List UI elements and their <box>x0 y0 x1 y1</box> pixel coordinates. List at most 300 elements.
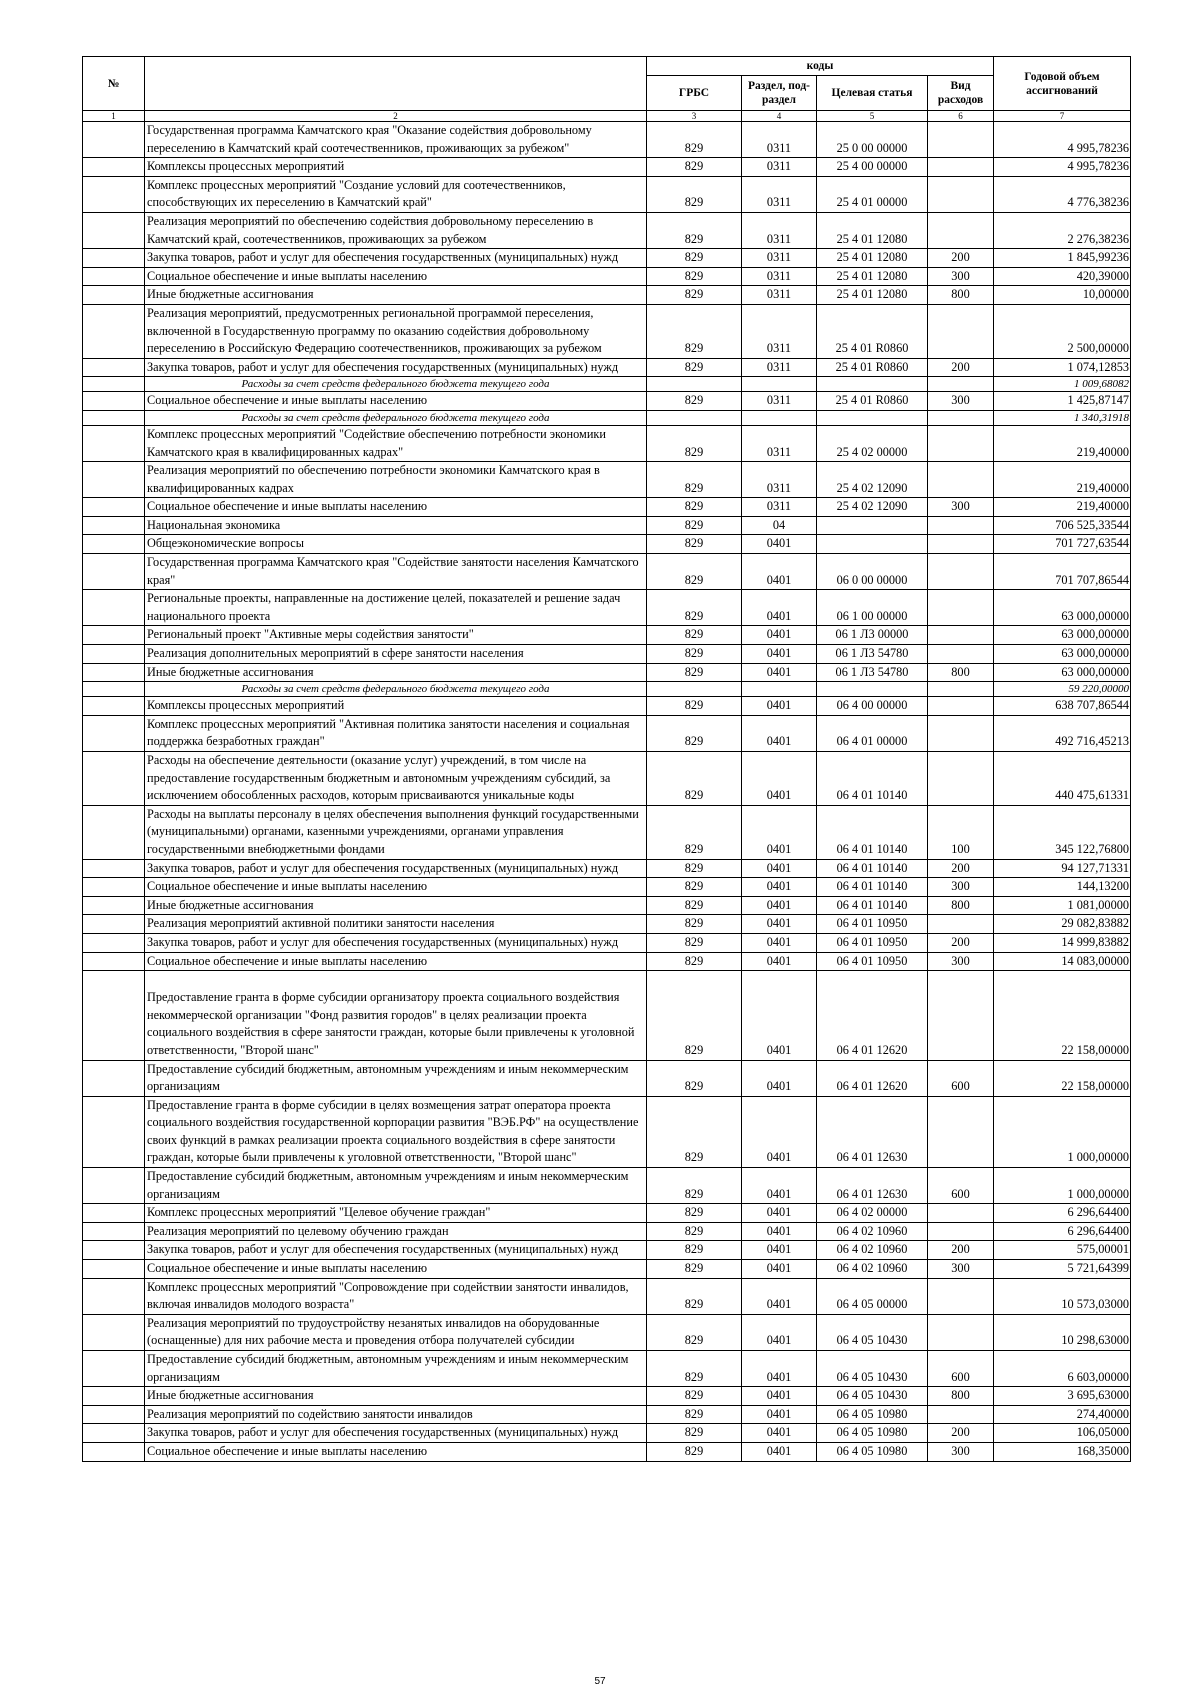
cell-name: Иные бюджетные ассигнования <box>145 896 647 915</box>
cell-name: Социальное обеспечение и иные выплаты населению <box>145 878 647 897</box>
cell-amount: 14 083,00000 <box>994 952 1131 971</box>
cell-grbs: 829 <box>647 1314 742 1350</box>
table-row <box>83 1096 1131 1167</box>
cell-name: Социальное обеспечение и иные выплаты населению <box>145 498 647 517</box>
cell-grbs: 829 <box>647 1222 742 1241</box>
cell-grbs: 829 <box>647 805 742 859</box>
cell-amount: 492 716,45213 <box>994 715 1131 751</box>
cell-name: Закупка товаров, работ и услуг для обеспечения государственных (муниципальных) нужд <box>145 1241 647 1260</box>
cell-grbs: 829 <box>647 915 742 934</box>
cell-vr <box>928 971 994 1060</box>
cell-name: Закупка товаров, работ и услуг для обеспечения государственных (муниципальных) нужд <box>145 249 647 268</box>
cell-num <box>83 286 145 305</box>
cell-grbs: 829 <box>647 590 742 626</box>
cell-amount: 63 000,00000 <box>994 645 1131 664</box>
cell-vr <box>928 425 994 461</box>
cell-cst: 25 4 01 R0860 <box>817 392 928 411</box>
cell-vr: 300 <box>928 498 994 517</box>
table-row <box>83 1387 1131 1406</box>
cell-razdel: 0401 <box>742 626 817 645</box>
cell-amount: 14 999,83882 <box>994 933 1131 952</box>
cell-amount: 94 127,71331 <box>994 859 1131 878</box>
cell-name: Предоставление гранта в форме субсидии в целях возмещения затрат оператора проекта социального воздействия государственной корпорации развития "ВЭБ.РФ" на осуществление своих функций в рамках реализации проекта социального воздействия в сфере занятости граждан, которые были привлечены к уголовной ответственности, "Второй шанс" <box>145 1096 647 1167</box>
cell-vr: 600 <box>928 1060 994 1096</box>
cell-razdel: 0311 <box>742 158 817 177</box>
cell-cst: 06 1 Л3 54780 <box>817 663 928 682</box>
cell-name: Комплексы процессных мероприятий <box>145 158 647 177</box>
cell-name: Общеэкономические вопросы <box>145 535 647 554</box>
cell-amount: 4 995,78236 <box>994 158 1131 177</box>
cell-grbs: 829 <box>647 1278 742 1314</box>
cell-vr <box>928 212 994 248</box>
cell-amount: 63 000,00000 <box>994 663 1131 682</box>
cell-vr <box>928 516 994 535</box>
cell-cst <box>817 682 928 697</box>
cell-razdel: 0401 <box>742 1278 817 1314</box>
cell-cst: 25 4 01 R0860 <box>817 358 928 377</box>
cell-cst: 25 4 02 12090 <box>817 498 928 517</box>
cell-cst: 25 4 00 00000 <box>817 158 928 177</box>
cell-cst: 25 4 02 00000 <box>817 425 928 461</box>
table-row <box>83 1314 1131 1350</box>
cell-name: Комплекс процессных мероприятий "Создание условий для соотечественников, способствующих их переселению в Камчатский край" <box>145 176 647 212</box>
cell-razdel: 0401 <box>742 1096 817 1167</box>
cell-grbs: 829 <box>647 249 742 268</box>
cell-razdel: 0401 <box>742 1351 817 1387</box>
cell-vr: 600 <box>928 1168 994 1204</box>
cell-amount: 6 296,64400 <box>994 1222 1131 1241</box>
cell-grbs: 829 <box>647 715 742 751</box>
cell-amount: 701 707,86544 <box>994 554 1131 590</box>
cell-amount: 63 000,00000 <box>994 590 1131 626</box>
cell-razdel: 0401 <box>742 1424 817 1443</box>
cell-cst: 06 1 00 00000 <box>817 590 928 626</box>
table-row <box>83 590 1131 626</box>
table-row <box>83 1204 1131 1223</box>
cell-cst: 06 4 05 10430 <box>817 1314 928 1350</box>
cell-num <box>83 682 145 697</box>
cell-vr <box>928 645 994 664</box>
cell-razdel: 0401 <box>742 645 817 664</box>
cell-vr <box>928 410 994 425</box>
cell-cst: 25 4 01 12080 <box>817 267 928 286</box>
cell-cst: 06 4 01 12620 <box>817 971 928 1060</box>
cell-cst <box>817 516 928 535</box>
cell-vr <box>928 377 994 392</box>
cell-razdel: 0311 <box>742 267 817 286</box>
cell-cst: 06 4 05 10430 <box>817 1351 928 1387</box>
cell-vr <box>928 1405 994 1424</box>
cell-vr <box>928 682 994 697</box>
cell-grbs: 829 <box>647 358 742 377</box>
cell-num <box>83 1387 145 1406</box>
cell-cst: 25 4 02 12090 <box>817 462 928 498</box>
cell-grbs: 829 <box>647 212 742 248</box>
table-row <box>83 626 1131 645</box>
column-number: 1 <box>83 111 145 122</box>
cell-num <box>83 535 145 554</box>
cell-amount: 274,40000 <box>994 1405 1131 1424</box>
cell-cst: 06 4 01 10950 <box>817 915 928 934</box>
cell-name: Региональный проект "Активные меры содействия занятости" <box>145 626 647 645</box>
cell-num <box>83 1278 145 1314</box>
cell-vr: 200 <box>928 859 994 878</box>
cell-razdel: 0401 <box>742 1405 817 1424</box>
cell-grbs: 829 <box>647 516 742 535</box>
cell-grbs <box>647 682 742 697</box>
cell-cst: 25 4 01 12080 <box>817 249 928 268</box>
cell-num <box>83 1351 145 1387</box>
cell-num <box>83 122 145 158</box>
cell-name: Социальное обеспечение и иные выплаты населению <box>145 267 647 286</box>
table-body <box>83 122 1131 1462</box>
cell-num <box>83 554 145 590</box>
cell-num <box>83 358 145 377</box>
table-row <box>83 645 1131 664</box>
header-vr: Вид расходов <box>928 76 994 111</box>
cell-grbs: 829 <box>647 697 742 716</box>
cell-razdel: 0401 <box>742 535 817 554</box>
cell-amount: 575,00001 <box>994 1241 1131 1260</box>
column-number: 5 <box>817 111 928 122</box>
note-row <box>83 410 1131 425</box>
cell-razdel: 0401 <box>742 663 817 682</box>
table-row <box>83 1442 1131 1461</box>
cell-amount: 706 525,33544 <box>994 516 1131 535</box>
cell-name: Комплекс процессных мероприятий "Активная политика занятости населения и социальная поддержка безработных граждан" <box>145 715 647 751</box>
cell-vr: 200 <box>928 1424 994 1443</box>
cell-amount: 701 727,63544 <box>994 535 1131 554</box>
table-row <box>83 1278 1131 1314</box>
cell-num <box>83 1314 145 1350</box>
cell-name: Национальная экономика <box>145 516 647 535</box>
cell-cst: 06 1 Л3 00000 <box>817 626 928 645</box>
cell-razdel: 0401 <box>742 1168 817 1204</box>
cell-cst: 06 4 01 12630 <box>817 1096 928 1167</box>
cell-num <box>83 462 145 498</box>
cell-grbs: 829 <box>647 663 742 682</box>
cell-grbs: 829 <box>647 859 742 878</box>
cell-cst: 06 4 01 10950 <box>817 952 928 971</box>
cell-razdel: 0401 <box>742 1387 817 1406</box>
cell-cst: 06 4 01 12630 <box>817 1168 928 1204</box>
cell-name: Государственная программа Камчатского края "Оказание содействия добровольному переселению в Камчатский край соотечественников, проживающих за рубежом" <box>145 122 647 158</box>
cell-amount: 10,00000 <box>994 286 1131 305</box>
table-row <box>83 498 1131 517</box>
cell-razdel <box>742 377 817 392</box>
cell-vr <box>928 1314 994 1350</box>
table-row <box>83 212 1131 248</box>
cell-grbs: 829 <box>647 304 742 358</box>
cell-num <box>83 952 145 971</box>
cell-vr <box>928 122 994 158</box>
header-cst: Целевая статья <box>817 76 928 111</box>
table-row <box>83 971 1131 1060</box>
cell-razdel: 0311 <box>742 425 817 461</box>
cell-cst: 06 4 05 00000 <box>817 1278 928 1314</box>
cell-razdel: 0401 <box>742 715 817 751</box>
cell-num <box>83 805 145 859</box>
cell-num <box>83 971 145 1060</box>
header-amount: Годовой объем ассигнований <box>994 57 1131 111</box>
page-number: 57 <box>594 1676 606 1687</box>
cell-num <box>83 1442 145 1461</box>
table-row <box>83 1405 1131 1424</box>
cell-name: Реализация мероприятий по содействию занятости инвалидов <box>145 1405 647 1424</box>
cell-vr <box>928 462 994 498</box>
table-row <box>83 122 1131 158</box>
cell-razdel: 04 <box>742 516 817 535</box>
cell-num <box>83 1222 145 1241</box>
cell-grbs: 829 <box>647 645 742 664</box>
cell-name: Предоставление субсидий бюджетным, автономным учреждениям и иным некоммерческим организациям <box>145 1060 647 1096</box>
cell-razdel: 0401 <box>742 554 817 590</box>
cell-razdel: 0401 <box>742 896 817 915</box>
cell-num <box>83 516 145 535</box>
table-row <box>83 425 1131 461</box>
cell-grbs: 829 <box>647 1168 742 1204</box>
cell-grbs: 829 <box>647 286 742 305</box>
cell-vr <box>928 915 994 934</box>
cell-num <box>83 410 145 425</box>
cell-num <box>83 212 145 248</box>
cell-cst: 06 4 01 10140 <box>817 805 928 859</box>
cell-amount: 4 995,78236 <box>994 122 1131 158</box>
cell-razdel: 0401 <box>742 1060 817 1096</box>
cell-vr: 800 <box>928 1387 994 1406</box>
table-row <box>83 554 1131 590</box>
cell-name: Социальное обеспечение и иные выплаты населению <box>145 1442 647 1461</box>
cell-amount: 5 721,64399 <box>994 1260 1131 1279</box>
header-codes: коды <box>647 57 994 76</box>
cell-vr: 300 <box>928 1442 994 1461</box>
cell-grbs: 829 <box>647 952 742 971</box>
cell-num <box>83 1405 145 1424</box>
cell-num <box>83 267 145 286</box>
cell-amount: 1 000,00000 <box>994 1096 1131 1167</box>
cell-name: Государственная программа Камчатского края "Содействие занятости населения Камчатского края" <box>145 554 647 590</box>
cell-grbs: 829 <box>647 1351 742 1387</box>
table-row <box>83 1241 1131 1260</box>
cell-name: Региональные проекты, направленные на достижение целей, показателей и решение задач национального проекта <box>145 590 647 626</box>
cell-num <box>83 1060 145 1096</box>
cell-num <box>83 752 145 806</box>
table-row <box>83 859 1131 878</box>
cell-num <box>83 697 145 716</box>
cell-grbs: 829 <box>647 392 742 411</box>
cell-num <box>83 498 145 517</box>
cell-cst: 06 4 00 00000 <box>817 697 928 716</box>
cell-vr: 100 <box>928 805 994 859</box>
cell-razdel: 0401 <box>742 1241 817 1260</box>
cell-vr: 200 <box>928 1241 994 1260</box>
column-number: 6 <box>928 111 994 122</box>
cell-cst: 06 4 05 10980 <box>817 1424 928 1443</box>
cell-vr <box>928 1278 994 1314</box>
cell-vr <box>928 697 994 716</box>
cell-razdel: 0401 <box>742 859 817 878</box>
cell-razdel: 0311 <box>742 249 817 268</box>
table-row <box>83 952 1131 971</box>
cell-cst: 25 4 01 R0860 <box>817 304 928 358</box>
cell-razdel: 0401 <box>742 697 817 716</box>
cell-num <box>83 645 145 664</box>
table-row <box>83 1168 1131 1204</box>
cell-name: Социальное обеспечение и иные выплаты населению <box>145 392 647 411</box>
cell-vr <box>928 176 994 212</box>
table-row <box>83 1222 1131 1241</box>
cell-cst: 06 4 02 00000 <box>817 1204 928 1223</box>
table-row <box>83 915 1131 934</box>
cell-num <box>83 715 145 751</box>
cell-cst: 06 4 05 10430 <box>817 1387 928 1406</box>
cell-num <box>83 158 145 177</box>
cell-razdel: 0401 <box>742 1204 817 1223</box>
cell-grbs <box>647 377 742 392</box>
cell-razdel: 0401 <box>742 915 817 934</box>
cell-grbs: 829 <box>647 626 742 645</box>
cell-num <box>83 1424 145 1443</box>
cell-amount: 2 500,00000 <box>994 304 1131 358</box>
cell-grbs: 829 <box>647 462 742 498</box>
cell-amount: 10 298,63000 <box>994 1314 1131 1350</box>
cell-vr <box>928 1222 994 1241</box>
cell-vr: 300 <box>928 952 994 971</box>
cell-amount: 22 158,00000 <box>994 1060 1131 1096</box>
cell-cst: 06 0 00 00000 <box>817 554 928 590</box>
cell-amount: 1 845,99236 <box>994 249 1131 268</box>
table-row <box>83 176 1131 212</box>
table-row <box>83 462 1131 498</box>
column-number: 3 <box>647 111 742 122</box>
cell-vr: 800 <box>928 663 994 682</box>
cell-razdel: 0401 <box>742 590 817 626</box>
cell-name: Комплекс процессных мероприятий "Содействие обеспечению потребности экономики Камчатского края в квалифицированных кадрах" <box>145 425 647 461</box>
cell-cst <box>817 377 928 392</box>
cell-razdel: 0401 <box>742 971 817 1060</box>
cell-vr <box>928 752 994 806</box>
cell-name: Расходы на выплаты персоналу в целях обеспечения выполнения функций государственными (муниципальными) органами, казенными учреждениями, органами управления государственными внебюджетными фондами <box>145 805 647 859</box>
cell-razdel: 0311 <box>742 176 817 212</box>
note-row <box>83 377 1131 392</box>
cell-amount: 1 074,12853 <box>994 358 1131 377</box>
table-row <box>83 392 1131 411</box>
cell-name: Реализация мероприятий по обеспечению потребности экономики Камчатского края в квалифицированных кадрах <box>145 462 647 498</box>
cell-amount: 144,13200 <box>994 878 1131 897</box>
cell-name: Расходы за счет средств федерального бюджета текущего года <box>145 377 647 392</box>
header-num: № <box>83 57 145 111</box>
cell-cst: 06 4 05 10980 <box>817 1405 928 1424</box>
cell-grbs: 829 <box>647 1060 742 1096</box>
cell-num <box>83 377 145 392</box>
cell-grbs <box>647 410 742 425</box>
column-number: 7 <box>994 111 1131 122</box>
table-row <box>83 715 1131 751</box>
cell-razdel: 0401 <box>742 752 817 806</box>
column-number: 2 <box>145 111 647 122</box>
cell-cst: 06 4 01 10140 <box>817 896 928 915</box>
cell-num <box>83 859 145 878</box>
cell-cst: 06 4 02 10960 <box>817 1241 928 1260</box>
cell-razdel: 0311 <box>742 304 817 358</box>
cell-amount: 219,40000 <box>994 462 1131 498</box>
cell-num <box>83 590 145 626</box>
cell-amount: 6 603,00000 <box>994 1351 1131 1387</box>
cell-num <box>83 1260 145 1279</box>
cell-razdel: 0311 <box>742 122 817 158</box>
cell-cst <box>817 535 928 554</box>
cell-num <box>83 933 145 952</box>
note-row <box>83 682 1131 697</box>
cell-amount: 219,40000 <box>994 498 1131 517</box>
cell-grbs: 829 <box>647 1405 742 1424</box>
header-razdel: Раздел, под- раздел <box>742 76 817 111</box>
cell-name: Реализация мероприятий по трудоустройству незанятых инвалидов на оборудованные (оснащенные) для них рабочие места и проведения отбора получателей субсидии <box>145 1314 647 1350</box>
cell-razdel: 0401 <box>742 1222 817 1241</box>
cell-name: Расходы на обеспечение деятельности (оказание услуг) учреждений, в том числе на предоставление государственным бюджетным и автономным учреждениям субсидий, за исключением обособленных расходов, которым присваиваются уникальные коды <box>145 752 647 806</box>
cell-name: Закупка товаров, работ и услуг для обеспечения государственных (муниципальных) нужд <box>145 358 647 377</box>
cell-amount: 345 122,76800 <box>994 805 1131 859</box>
cell-name: Предоставление субсидий бюджетным, автономным учреждениям и иным некоммерческим организациям <box>145 1168 647 1204</box>
table-row <box>83 1424 1131 1443</box>
column-number-row <box>83 111 1131 122</box>
table-row <box>83 805 1131 859</box>
cell-cst: 06 4 01 00000 <box>817 715 928 751</box>
table-row <box>83 663 1131 682</box>
cell-razdel: 0311 <box>742 498 817 517</box>
cell-vr: 200 <box>928 249 994 268</box>
cell-cst: 25 4 01 12080 <box>817 286 928 305</box>
cell-name: Закупка товаров, работ и услуг для обеспечения государственных (муниципальных) нужд <box>145 859 647 878</box>
cell-cst: 06 1 Л3 54780 <box>817 645 928 664</box>
cell-grbs: 829 <box>647 896 742 915</box>
cell-amount: 420,39000 <box>994 267 1131 286</box>
table-row <box>83 304 1131 358</box>
budget-document <box>82 56 1130 1462</box>
cell-vr <box>928 1096 994 1167</box>
cell-name: Иные бюджетные ассигнования <box>145 663 647 682</box>
cell-cst: 25 4 01 12080 <box>817 212 928 248</box>
cell-razdel: 0401 <box>742 952 817 971</box>
cell-vr <box>928 304 994 358</box>
cell-vr <box>928 1204 994 1223</box>
cell-name: Закупка товаров, работ и услуг для обеспечения государственных (муниципальных) нужд <box>145 933 647 952</box>
cell-razdel: 0311 <box>742 392 817 411</box>
table-row <box>83 1060 1131 1096</box>
cell-name: Реализация мероприятий, предусмотренных региональной программой переселения, включенной в Государственную программу по оказанию содействия добровольному переселению в Российскую Федерацию соотечественников, проживающих за рубежом <box>145 304 647 358</box>
cell-name: Реализация мероприятий активной политики занятости населения <box>145 915 647 934</box>
cell-razdel: 0401 <box>742 1442 817 1461</box>
cell-amount: 29 082,83882 <box>994 915 1131 934</box>
cell-num <box>83 425 145 461</box>
cell-amount: 6 296,64400 <box>994 1204 1131 1223</box>
table-row <box>83 896 1131 915</box>
cell-cst: 06 4 01 10140 <box>817 878 928 897</box>
column-number: 4 <box>742 111 817 122</box>
cell-name: Социальное обеспечение и иные выплаты населению <box>145 1260 647 1279</box>
cell-vr <box>928 535 994 554</box>
cell-num <box>83 626 145 645</box>
cell-grbs: 829 <box>647 752 742 806</box>
cell-amount: 3 695,63000 <box>994 1387 1131 1406</box>
table-row <box>83 358 1131 377</box>
cell-amount: 440 475,61331 <box>994 752 1131 806</box>
cell-amount: 4 776,38236 <box>994 176 1131 212</box>
cell-cst: 06 4 02 10960 <box>817 1260 928 1279</box>
cell-grbs: 829 <box>647 971 742 1060</box>
cell-vr <box>928 626 994 645</box>
table-row <box>83 286 1131 305</box>
